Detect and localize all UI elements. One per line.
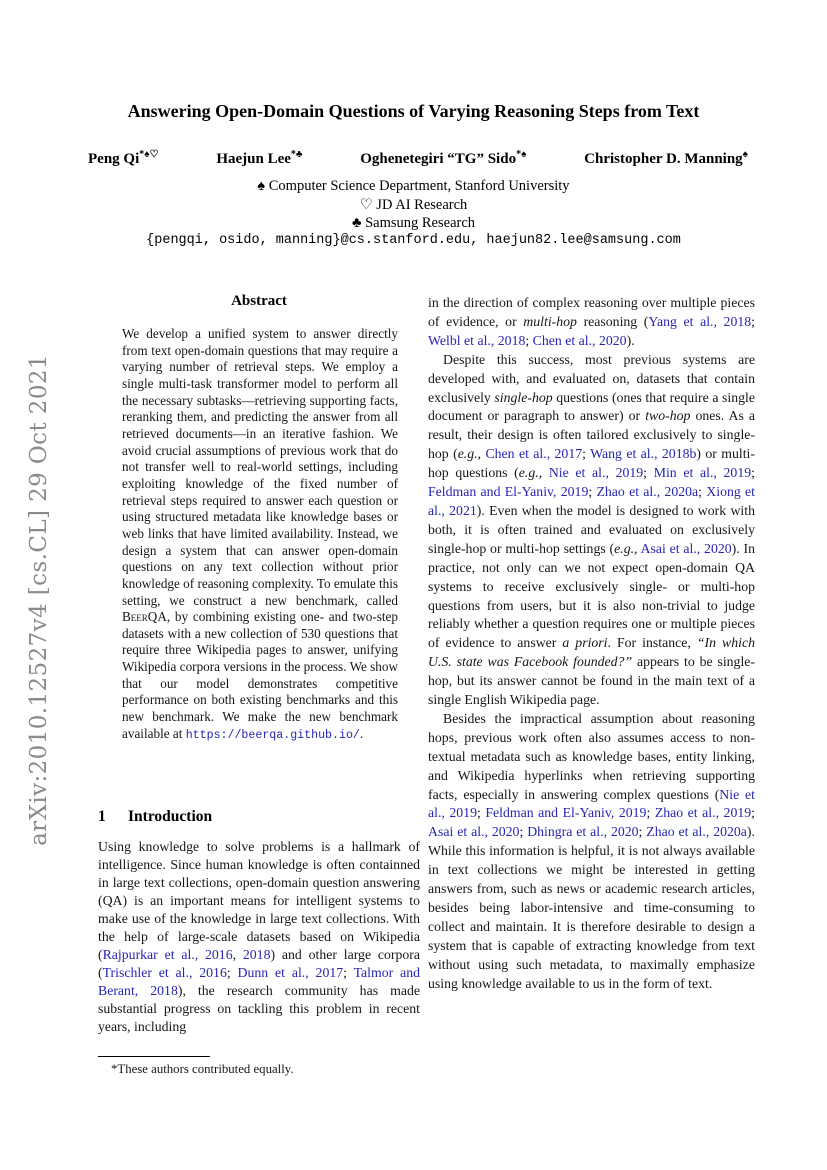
section-number: 1: [98, 808, 106, 825]
text-segment: Using knowledge to solve problems is a hallmark of intelligence. Since human knowledge is often containned in large text collections, open-domain question answering (QA) is an important means for intelligent systems to make use of the knowledge in large text collections. With the help of large-scale datasets based on Wikipedia (: [98, 839, 420, 962]
affiliation-samsung: ♣ Samsung Research: [351, 215, 476, 231]
citation-link[interactable]: Chen et al., 2020: [532, 332, 627, 348]
citation-link[interactable]: Feldman and El-Yaniv, 2019: [428, 484, 589, 500]
citation-link[interactable]: Zhao et al., 2019: [654, 805, 752, 821]
footnote-rule: [98, 1056, 210, 1057]
text-segment: single-hop: [494, 389, 553, 405]
affiliation-jd-ai: ♡ JD AI Research: [359, 196, 468, 213]
abstract-text: [122, 326, 398, 744]
text-segment: QA, by combining existing one- and two-step datasets with a new collection of 530 questions that require three Wikipedia pages to answer, unifying Wikipedia corpora versions in the process. We show that our model demonstrates competitive performance on both existing benchmarks and this new benchmark. We make the new benchmark available at: [122, 609, 398, 741]
text-segment: ;: [525, 332, 533, 348]
text-segment: two-hop: [645, 408, 691, 424]
author-name: Christopher D. Manning: [584, 151, 743, 167]
text-segment: ;: [646, 805, 655, 821]
affiliation-stanford: ♠ Computer Science Department, Stanford University: [257, 178, 570, 194]
text-segment: We develop a unified system to answer directly from text open-domain questions that may require a varying number of retrieval steps. We employ a single multi-task transformer model to perform all the necessary subtasks—retrieving supporting facts, reranking them, and predicting the answer from all retrieved documents—in an iterative fashion. We avoid crucial assumptions of previous work that do not transfer well to real-world settings, including exploiting knowledge of the fixed number of retrieval steps required to answer each question or using structured metadata like knowledge bases or web links that have limited availability. Instead, we design a system that can answer open-domain questions on any text collection without prior knowledge of reasoning complexity. To emulate this setting, we construct a new benchmark, called: [122, 326, 398, 608]
text-segment: ).: [626, 332, 635, 348]
abstract-heading: Abstract: [231, 293, 287, 309]
text-segment: . For instance,: [607, 635, 697, 651]
text-segment: ). In practice, not only can we not expect open-domain QA systems to receive exclusively single- or multi-hop questions from users, but it is also non-trivial to judge reliably whether a question requires one or multiple pieces of evidence to answer: [428, 540, 755, 651]
text-segment: ), the research community has made substantial progress on tackling this problem in recent years, including: [98, 983, 420, 1034]
citation-link[interactable]: Asai et al., 2020: [428, 824, 520, 840]
text-segment: “In which U.S. state was Facebook founded?”: [428, 635, 755, 670]
text-segment: ;: [226, 965, 238, 980]
citation-link[interactable]: Dhingra et al., 2020: [527, 824, 639, 840]
citation-link[interactable]: Nie et al., 2019: [428, 786, 756, 821]
citation-link[interactable]: Welbl et al., 2018: [428, 332, 526, 348]
text-segment: ;: [751, 465, 755, 481]
right-column: [428, 294, 755, 994]
text-segment: ,: [634, 540, 641, 556]
citation-link[interactable]: Trischler et al., 2016: [102, 965, 227, 980]
text-segment: ) or multi-hop questions (: [428, 446, 755, 481]
text-segment: questions (ones that require a single document or paragraph to answer) or: [428, 389, 755, 424]
text-segment: ;: [698, 484, 707, 500]
text-segment: multi-hop: [523, 313, 577, 329]
text-segment: e.g.: [457, 446, 478, 462]
text-segment: ;: [638, 824, 647, 840]
text-segment: ;: [582, 446, 591, 462]
citation-link[interactable]: Yang et al., 2018: [648, 313, 752, 329]
paragraph-multihop: [428, 294, 755, 351]
author-name: Haejun Lee: [216, 151, 291, 167]
author-line: [88, 151, 748, 168]
text-segment: reasoning (: [576, 313, 649, 329]
author-marks: *♠♡: [139, 149, 159, 160]
arxiv-stamp: arXiv:2010.12527v4 [cs.CL] 29 Oct 2021: [26, 354, 52, 846]
text-segment: in the direction of complex reasoning over multiple pieces of evidence, or: [428, 295, 755, 329]
text-segment: ,: [232, 947, 243, 962]
author-marks: ♠: [742, 149, 748, 160]
text-segment: Besides the impractical assumption about reasoning hops, previous work often also assumes access to non-textual metadata such as knowledge bases, entity linking, and Wikipedia hyperlinks when retrieving supporting facts, especially in answering complex questions (: [428, 710, 755, 802]
text-segment: ,: [477, 446, 486, 462]
author-peng-qi: [88, 151, 159, 168]
author-christopher-manning: [584, 151, 748, 168]
text-segment: ;: [343, 965, 354, 980]
text-segment: ;: [643, 465, 654, 481]
citation-link[interactable]: Feldman and El-Yaniv, 2019: [485, 805, 647, 821]
citation-link[interactable]: Zhao et al., 2020a: [646, 824, 747, 840]
text-segment: ;: [751, 805, 755, 821]
author-name: Peng Qi: [88, 151, 140, 167]
intro-paragraph: [98, 838, 420, 1036]
text-segment: Beer: [122, 609, 148, 625]
text-segment: ones. As a result, their design is often tailored exclusively to single-hop (: [428, 408, 755, 462]
text-segment: ;: [751, 313, 755, 329]
text-segment: a priori: [562, 635, 608, 651]
affiliation-block: [60, 177, 767, 233]
paper-title: Answering Open-Domain Questions of Varying Reasoning Steps from Text: [127, 101, 700, 121]
author-marks: *♣: [290, 149, 303, 160]
author-marks: *♠: [516, 149, 527, 160]
text-segment: ). While this information is helpful, it is not always available in text collections we might be interested in getting answers from, such as news or academic research articles, besides being labor-intensive and time-consuming to collect and maintain. It is therefore desirable to design a system that is capable of extracting knowledge from text without using such metadata, to maximally emphasize using knowledge available to us in the form of text.: [428, 824, 755, 991]
author-tg-sido: [360, 151, 526, 168]
footnote-text: *These authors contributed equally.: [111, 1062, 294, 1076]
citation-link[interactable]: Wang et al., 2018b: [590, 446, 697, 462]
text-segment: ;: [476, 805, 486, 821]
citation-link[interactable]: Dunn et al., 2017: [237, 965, 344, 980]
citation-link[interactable]: Nie et al., 2019: [548, 465, 644, 481]
paragraph-single-vs-multi-hop: [428, 351, 755, 710]
citation-link[interactable]: Chen et al., 2017: [485, 446, 583, 462]
author-emails: {pengqi, osido, manning}@cs.stanford.edu, haejun82.lee@samsung.com: [146, 233, 681, 248]
text-segment: ;: [519, 824, 528, 840]
text-segment: e.g.: [614, 540, 635, 556]
text-segment: e.g.: [518, 465, 539, 481]
author-haejun-lee: [216, 151, 302, 168]
citation-link[interactable]: Xiong et al., 2021: [428, 484, 755, 518]
citation-link[interactable]: Min et al., 2019: [653, 465, 752, 481]
text-segment: appears to be single-hop, but its answer cannot be found in the main text of a single English Wikipedia page.: [428, 654, 756, 708]
url-link[interactable]: https://beerqa.github.io/: [185, 728, 360, 742]
section-1-heading: [98, 808, 420, 826]
citation-link[interactable]: Talmor and Berant, 2018: [98, 965, 420, 998]
text-segment: ). Even when the model is designed to work with both, it is often trained and evaluated on exclusively single-hop or multi-hop settings (: [428, 502, 755, 556]
text-segment: .: [359, 725, 364, 741]
section-title: Introduction: [128, 808, 213, 825]
citation-link[interactable]: Zhao et al., 2020a: [596, 484, 699, 500]
paragraph-metadata-assumptions: [428, 710, 755, 994]
text-segment: ;: [588, 484, 597, 500]
footnote: [98, 1056, 420, 1077]
citation-link[interactable]: 2018: [242, 947, 271, 962]
citation-link[interactable]: Rajpurkar et al., 2016: [102, 947, 233, 962]
text-segment: ) and other large corpora (: [98, 947, 421, 980]
text-segment: ,: [538, 465, 549, 481]
text-segment: Despite this success, most previous systems are developed with, and evaluated on, datasets that contain exclusively: [428, 351, 755, 405]
author-name: Oghenetegiri “TG” Sido: [360, 151, 517, 167]
citation-link[interactable]: Asai et al., 2020: [640, 540, 732, 556]
